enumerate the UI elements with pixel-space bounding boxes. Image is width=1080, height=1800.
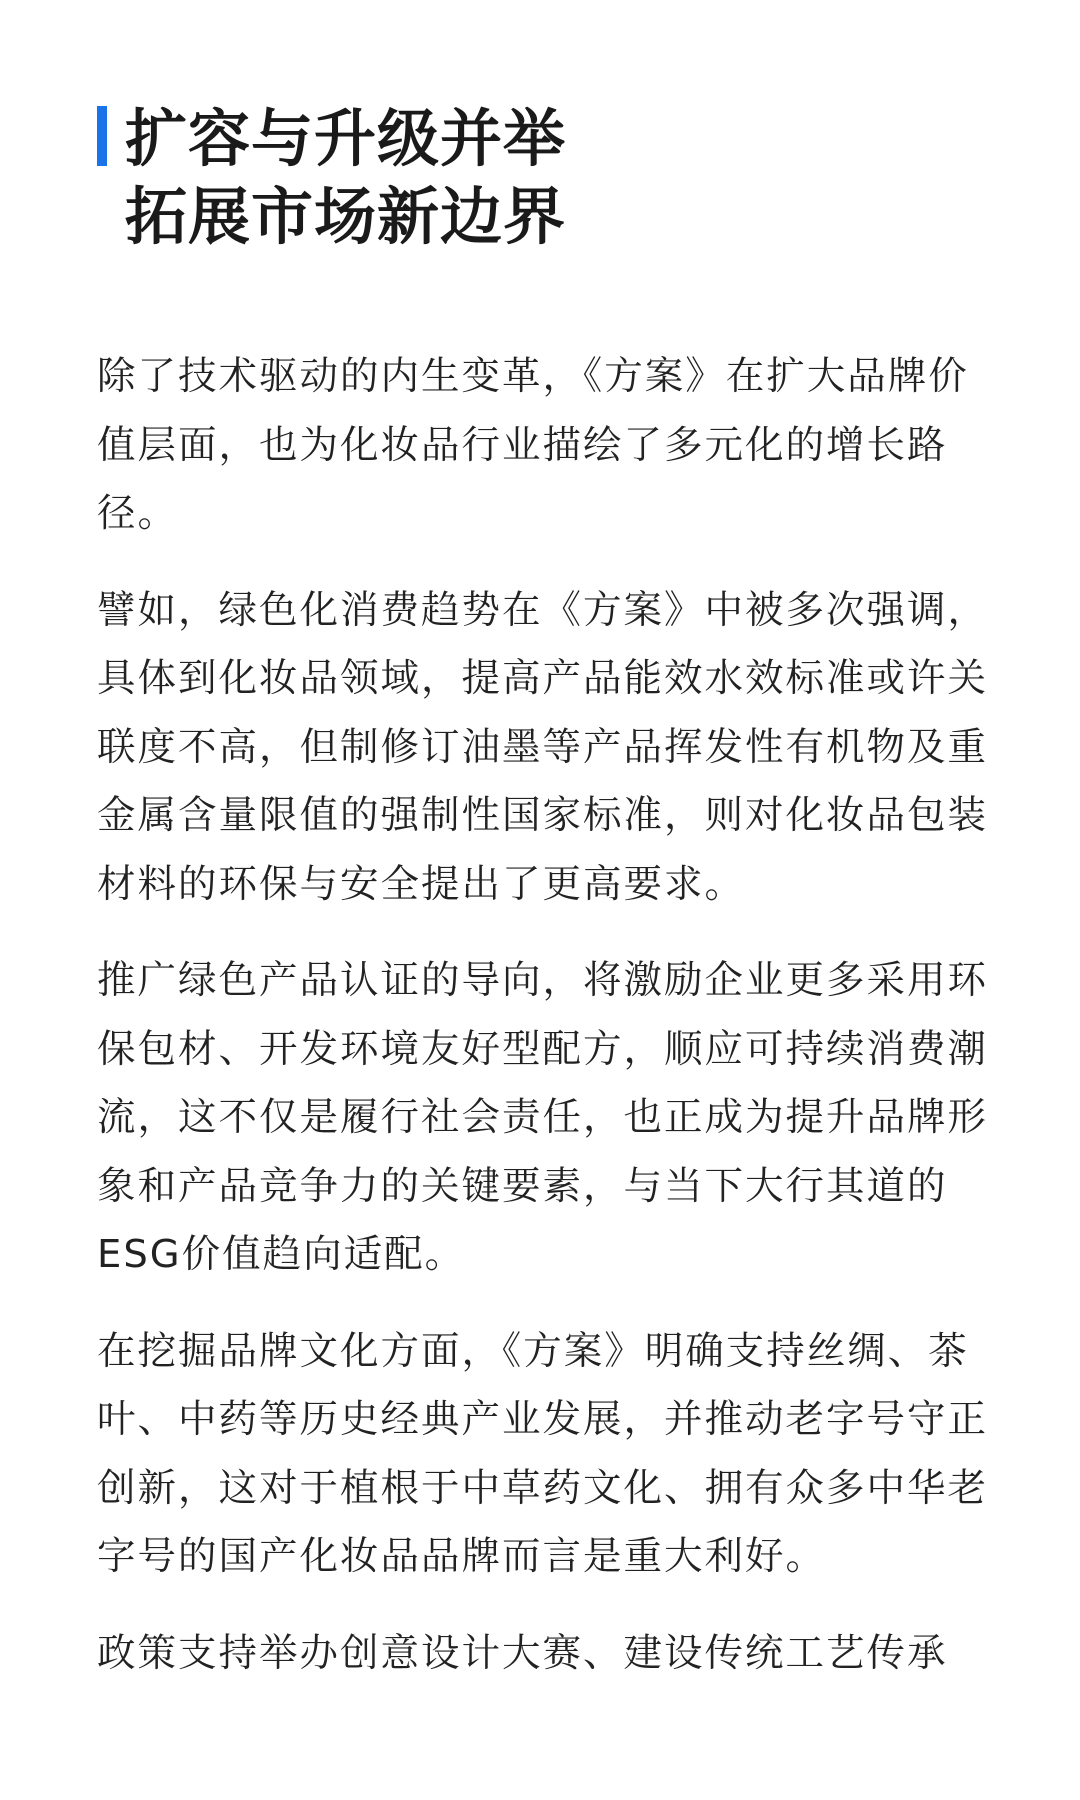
section-heading	[97, 100, 977, 256]
article-body	[97, 343, 992, 1716]
paragraph-1: 除了技术驱动的内生变革，《方案》在扩大品牌价值层面，也为化妆品行业描绘了多元化的增长路径。	[97, 354, 969, 536]
paragraph-4: 在挖掘品牌文化方面，《方案》明确支持丝绸、茶叶、中药等历史经典产业发展，并推动老字号守正创新，这对于植根于中草药文化、拥有众多中华老字号的国产化妆品品牌而言是重大利好。	[97, 1328, 989, 1579]
heading-accent-bar	[97, 106, 107, 166]
heading-line-2: 拓展市场新边界	[125, 180, 567, 253]
heading-line-1: 扩容与升级并举	[125, 102, 567, 175]
paragraph-3: 推广绿色产品认证的导向，将激励企业更多采用环保包材、开发环境友好型配方，顺应可持续消费潮流，这不仅是履行社会责任，也正成为提升品牌形象和产品竞争力的关键要素，与当下大行其道的ESG价值趋向适配。	[97, 958, 989, 1277]
paragraph-2: 譬如，绿色化消费趋势在《方案》中被多次强调，具体到化妆品领域，提高产品能效水效标准或许关联度不高，但制修订油墨等产品挥发性有机物及重金属含量限值的强制性国家标准，则对化妆品包装材料的环保与安全提出了更高要求。	[97, 587, 989, 907]
paragraph-5: 政策支持举办创意设计大赛、建设传统工艺传承	[97, 1630, 948, 1676]
